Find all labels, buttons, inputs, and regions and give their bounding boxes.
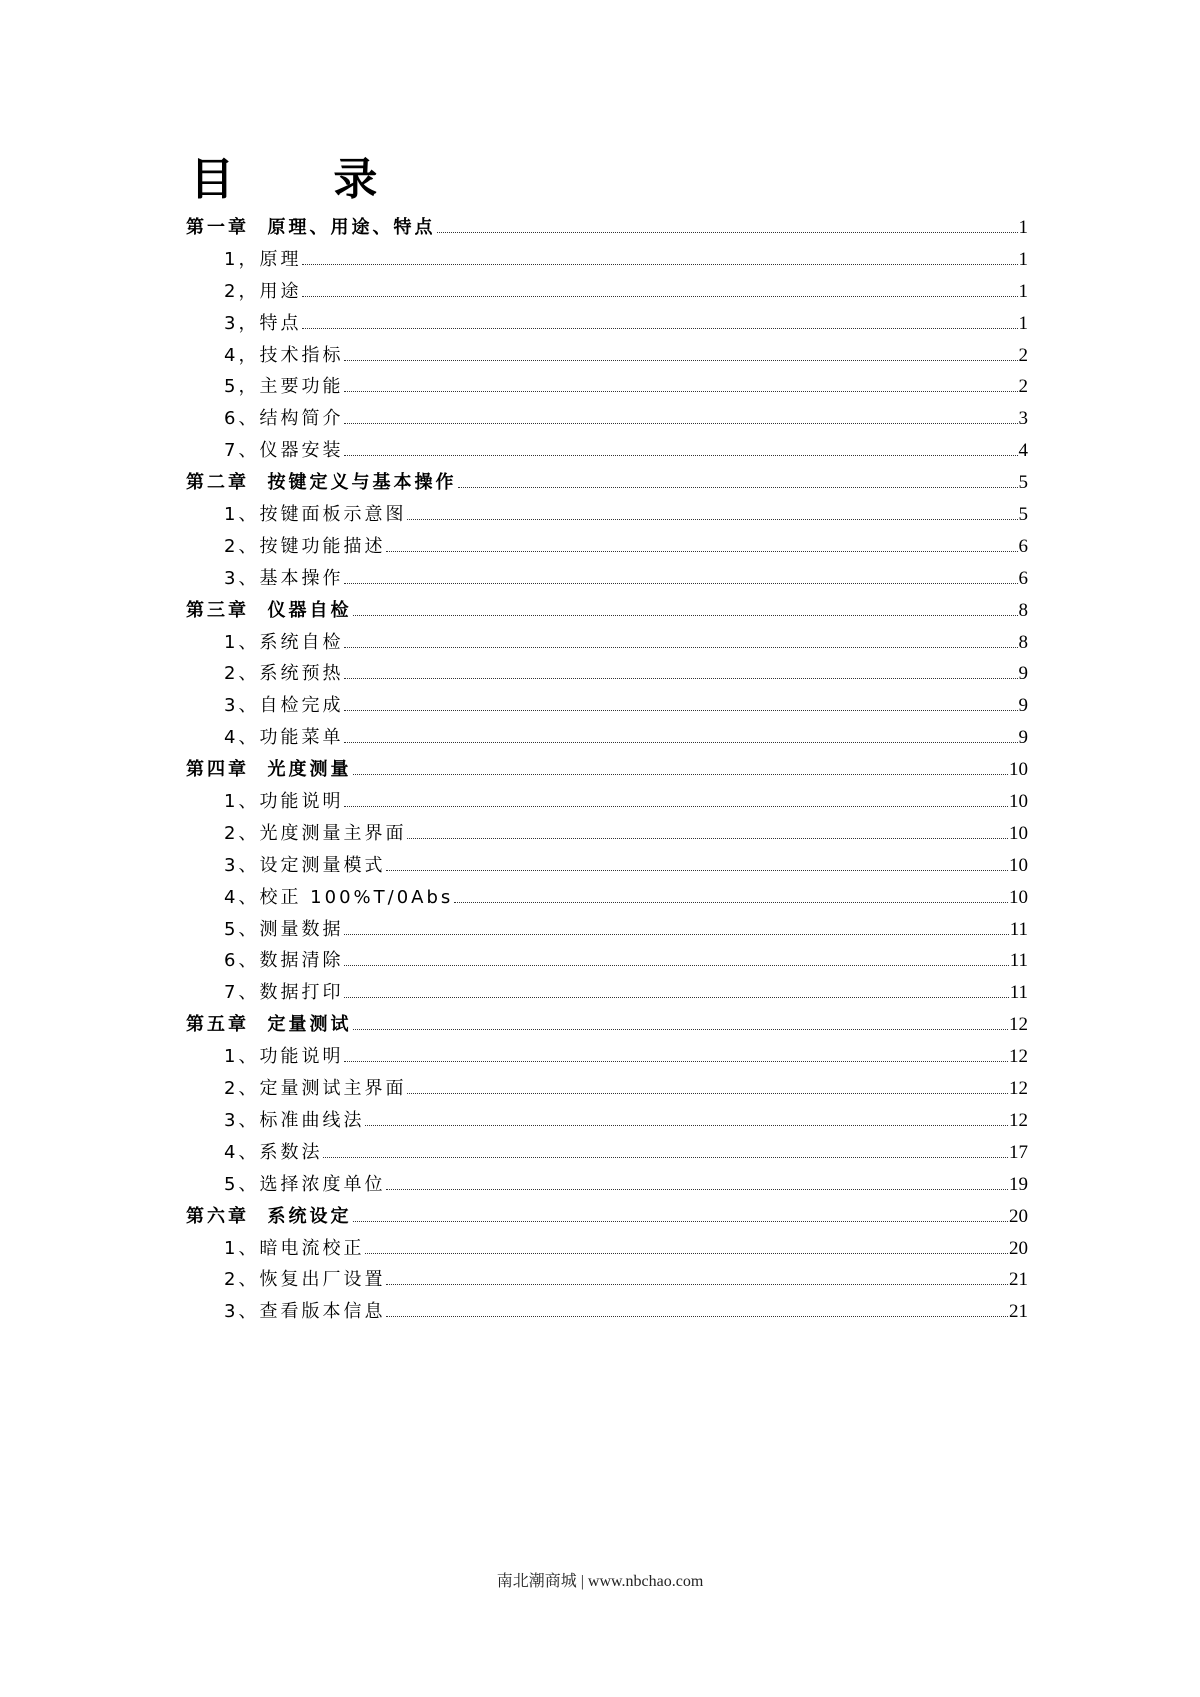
toc-entry-label: 2、光度测量主界面 (224, 822, 407, 844)
dot-leader (344, 390, 1017, 392)
toc-entry-label: 2、恢复出厂设置 (224, 1269, 386, 1291)
toc-page-number: 12 (1009, 1014, 1028, 1036)
dot-leader (344, 359, 1017, 361)
toc-section-entry[interactable] (186, 1264, 1028, 1296)
toc-entry-label: 4，技术指标 (224, 344, 344, 366)
toc-chapter-entry[interactable] (186, 212, 1028, 244)
toc-section-entry[interactable] (186, 882, 1028, 914)
toc-entry-label: 3、标准曲线法 (224, 1109, 365, 1131)
page-footer: 南北潮商城 | www.nbchao.com (496, 1573, 704, 1590)
toc-section-entry[interactable] (186, 276, 1028, 308)
toc-page-number: 20 (1009, 1237, 1028, 1259)
toc-entry-label: 3、查看版本信息 (224, 1301, 386, 1323)
toc-page-number: 10 (1009, 886, 1028, 908)
toc-entry-label: 1、暗电流校正 (224, 1237, 365, 1259)
toc-entry-label: 第二章 按键定义与基本操作 (186, 472, 457, 494)
toc-entry-label: 2、系统预热 (224, 663, 344, 685)
toc-section-entry[interactable] (186, 1137, 1028, 1169)
toc-entry-label: 2、按键功能描述 (224, 535, 386, 557)
toc-page-number: 11 (1009, 918, 1028, 940)
table-of-contents (186, 212, 1028, 1328)
toc-page-number: 4 (1018, 440, 1028, 462)
toc-section-entry[interactable] (186, 531, 1028, 563)
toc-entry-label: 3、设定测量模式 (224, 854, 386, 876)
toc-entry-label: 4、系数法 (224, 1141, 323, 1163)
toc-page-number: 1 (1018, 248, 1028, 270)
toc-entry-label: 1、功能说明 (224, 1046, 344, 1068)
toc-page-number: 1 (1018, 280, 1028, 302)
toc-section-entry[interactable] (186, 403, 1028, 435)
toc-page-number: 12 (1009, 1046, 1028, 1068)
toc-entry-label: 5、选择浓度单位 (224, 1173, 386, 1195)
toc-page-number: 1 (1018, 217, 1028, 238)
toc-entry-label: 第五章 定量测试 (186, 1014, 352, 1036)
toc-section-entry[interactable] (186, 340, 1028, 372)
dot-leader (344, 646, 1017, 648)
toc-section-entry[interactable] (186, 690, 1028, 722)
toc-section-entry[interactable] (186, 850, 1028, 882)
dot-leader (386, 1188, 1008, 1190)
dot-leader (302, 263, 1017, 265)
toc-page-number: 10 (1009, 854, 1028, 876)
page-title: 目 录 (190, 154, 420, 205)
dot-leader (344, 709, 1017, 711)
dot-leader (353, 773, 1008, 775)
toc-page-number: 11 (1009, 982, 1028, 1004)
toc-entry-label: 4、校正 100%T/0Abs (224, 886, 454, 908)
toc-page-number: 9 (1018, 663, 1028, 685)
dot-leader (407, 518, 1017, 520)
toc-entry-label: 第四章 光度测量 (186, 759, 352, 781)
toc-page-number: 3 (1018, 408, 1028, 430)
toc-entry-label: 5，主要功能 (224, 376, 344, 398)
toc-section-entry[interactable] (186, 499, 1028, 531)
toc-entry-label: 7、仪器安装 (224, 440, 344, 462)
dot-leader (344, 677, 1017, 679)
toc-page-number: 21 (1009, 1301, 1028, 1323)
dot-leader (344, 964, 1008, 966)
dot-leader (353, 614, 1018, 616)
toc-page-number: 21 (1009, 1269, 1028, 1291)
toc-chapter-entry[interactable] (186, 467, 1028, 499)
toc-section-entry[interactable] (186, 1105, 1028, 1137)
toc-page-number: 2 (1018, 376, 1028, 398)
toc-section-entry[interactable] (186, 786, 1028, 818)
toc-page-number: 2 (1018, 344, 1028, 366)
dot-leader (344, 1060, 1008, 1062)
dot-leader (407, 1092, 1008, 1094)
toc-entry-label: 1、功能说明 (224, 791, 344, 813)
toc-entry-label: 2、定量测试主界面 (224, 1078, 407, 1100)
toc-entry-label: 2，用途 (224, 280, 302, 302)
toc-page-number: 9 (1018, 727, 1028, 749)
toc-page-number: 8 (1018, 599, 1028, 621)
toc-entry-label: 第三章 仪器自检 (186, 599, 352, 621)
toc-page-number: 17 (1009, 1141, 1028, 1163)
toc-section-entry[interactable] (186, 308, 1028, 340)
toc-entry-label: 5、测量数据 (224, 918, 344, 940)
toc-section-entry[interactable] (186, 1296, 1028, 1328)
dot-leader (344, 996, 1008, 998)
toc-section-entry[interactable] (186, 1169, 1028, 1201)
toc-section-entry[interactable] (186, 1041, 1028, 1073)
toc-section-entry[interactable] (186, 914, 1028, 946)
dot-leader (302, 295, 1017, 297)
dot-leader (323, 1156, 1008, 1158)
dot-leader (344, 933, 1008, 935)
dot-leader (386, 1283, 1008, 1285)
toc-page-number: 12 (1009, 1078, 1028, 1100)
toc-entry-label: 1、按键面板示意图 (224, 504, 407, 526)
toc-section-entry[interactable] (186, 818, 1028, 850)
toc-section-entry[interactable] (186, 658, 1028, 690)
toc-entry-label: 1，原理 (224, 248, 302, 270)
toc-section-entry[interactable] (186, 722, 1028, 754)
dot-leader (302, 327, 1017, 329)
dot-leader (386, 550, 1017, 552)
toc-section-entry[interactable] (186, 371, 1028, 403)
dot-leader (344, 741, 1017, 743)
toc-section-entry[interactable] (186, 435, 1028, 467)
toc-section-entry[interactable] (186, 945, 1028, 977)
toc-page-number: 10 (1009, 822, 1028, 844)
toc-chapter-entry[interactable] (186, 1201, 1028, 1233)
toc-page-number: 8 (1018, 631, 1028, 653)
dot-leader (454, 901, 1008, 903)
toc-entry-label: 第六章 系统设定 (186, 1205, 352, 1227)
toc-entry-label: 3、自检完成 (224, 695, 344, 717)
toc-entry-label: 3、基本操作 (224, 567, 344, 589)
dot-leader (344, 805, 1008, 807)
toc-entry-label: 3，特点 (224, 312, 302, 334)
toc-entry-label: 1、系统自检 (224, 631, 344, 653)
dot-leader (458, 486, 1018, 488)
toc-entry-label: 7、数据打印 (224, 982, 344, 1004)
toc-entry-label: 6、数据清除 (224, 950, 344, 972)
toc-page-number: 1 (1018, 312, 1028, 334)
dot-leader (353, 1028, 1008, 1030)
dot-leader (386, 869, 1008, 871)
toc-section-entry[interactable] (186, 1073, 1028, 1105)
toc-page-number: 12 (1009, 1109, 1028, 1131)
toc-entry-label: 4、功能菜单 (224, 727, 344, 749)
dot-leader (365, 1252, 1008, 1254)
toc-page-number: 5 (1018, 472, 1028, 494)
dot-leader (365, 1124, 1008, 1126)
toc-entry-label: 6、结构简介 (224, 408, 344, 430)
dot-leader (344, 582, 1017, 584)
toc-entry-label: 第一章 原理、用途、特点 (186, 217, 436, 238)
toc-page-number: 5 (1018, 504, 1028, 526)
dot-leader (344, 422, 1017, 424)
toc-section-entry[interactable] (186, 1233, 1028, 1265)
toc-page-number: 10 (1009, 791, 1028, 813)
toc-chapter-entry[interactable] (186, 754, 1028, 786)
toc-page-number: 9 (1018, 695, 1028, 717)
toc-page-number: 6 (1018, 535, 1028, 557)
toc-page-number: 20 (1009, 1205, 1028, 1227)
toc-section-entry[interactable] (186, 563, 1028, 595)
toc-section-entry[interactable] (186, 627, 1028, 659)
toc-page-number: 11 (1009, 950, 1028, 972)
toc-page-number: 6 (1018, 567, 1028, 589)
toc-chapter-entry[interactable] (186, 595, 1028, 627)
dot-leader (344, 454, 1017, 456)
toc-page-number: 10 (1009, 759, 1028, 781)
toc-chapter-entry[interactable] (186, 1009, 1028, 1041)
toc-section-entry[interactable] (186, 244, 1028, 276)
toc-page-number: 19 (1009, 1173, 1028, 1195)
dot-leader (437, 231, 1018, 233)
dot-leader (386, 1315, 1008, 1317)
dot-leader (407, 837, 1008, 839)
dot-leader (353, 1220, 1008, 1222)
toc-section-entry[interactable] (186, 977, 1028, 1009)
